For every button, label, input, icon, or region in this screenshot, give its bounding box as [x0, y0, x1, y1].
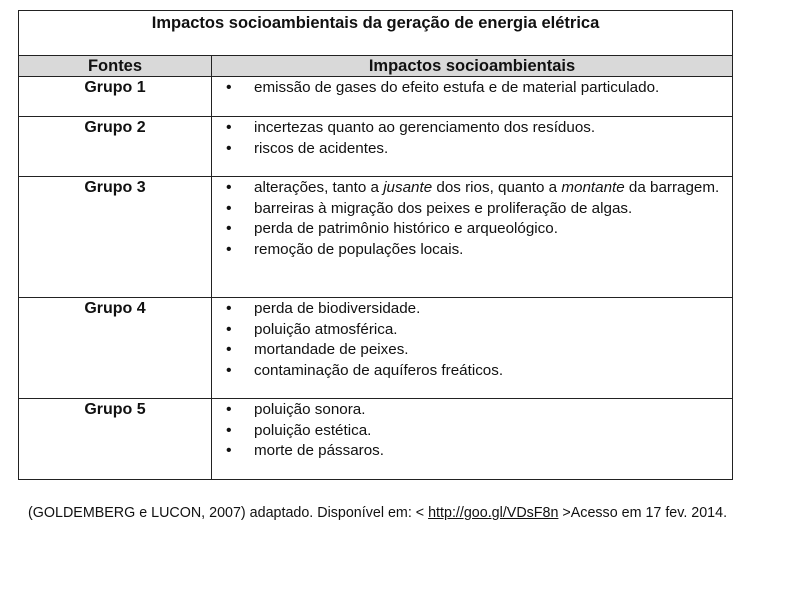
table-row	[19, 77, 733, 117]
group-label: Grupo 4	[19, 298, 212, 399]
source-citation	[28, 505, 768, 522]
impact-list	[212, 77, 732, 99]
impact-list	[212, 399, 732, 462]
text-segment: alterações, tanto a	[254, 179, 384, 196]
impacts-cell	[212, 177, 733, 298]
group-label: Grupo 1	[19, 77, 212, 117]
list-item	[226, 178, 732, 199]
impact-list	[212, 117, 732, 159]
citation-prefix: (GOLDEMBERG e LUCON, 2007) adaptado. Disponível em: <	[28, 505, 429, 521]
header-impacts: Impactos socioambientais	[212, 56, 733, 77]
impact-list	[212, 298, 732, 381]
list-item: • remoção de populações locais.	[226, 240, 732, 261]
citation-suffix: >Acesso em 17 fev. 2014.	[558, 505, 728, 521]
list-item: • contaminação de aquíferos freáticos.	[226, 361, 732, 382]
source-link[interactable]: http://goo.gl/VDsF8n	[428, 505, 559, 521]
table-row	[19, 298, 733, 399]
emphasis-jusante: jusante	[383, 179, 433, 196]
group-label: Grupo 2	[19, 117, 212, 177]
table-title: Impactos socioambientais da geração de energia elétrica	[19, 11, 733, 56]
impacts-cell	[212, 77, 733, 117]
group-label: Grupo 5	[19, 399, 212, 480]
list-item: • perda de patrimônio histórico e arqueológico.	[226, 219, 732, 240]
impacts-cell	[212, 117, 733, 177]
impacts-table	[18, 10, 733, 480]
table-row	[19, 177, 733, 298]
list-item: • riscos de acidentes.	[226, 139, 732, 160]
text-segment: da barragem.	[624, 179, 720, 196]
list-item: • perda de biodiversidade.	[226, 299, 732, 320]
impacts-cell	[212, 298, 733, 399]
emphasis-montante: montante	[561, 179, 625, 196]
table-row	[19, 117, 733, 177]
list-item: • morte de pássaros.	[226, 441, 732, 462]
list-item: • incertezas quanto ao gerenciamento dos resíduos.	[226, 118, 732, 139]
list-item: • poluição atmosférica.	[226, 320, 732, 341]
list-item: • barreiras à migração dos peixes e proliferação de algas.	[226, 199, 732, 220]
header-sources: Fontes	[19, 56, 212, 77]
list-item: • poluição sonora.	[226, 400, 732, 421]
impact-list	[212, 177, 732, 260]
list-item: • emissão de gases do efeito estufa e de material particulado.	[226, 78, 732, 99]
list-item: • poluição estética.	[226, 421, 732, 442]
table-row	[19, 399, 733, 480]
group-label: Grupo 3	[19, 177, 212, 298]
text-segment: dos rios, quanto a	[432, 179, 562, 196]
list-item: • mortandade de peixes.	[226, 340, 732, 361]
impacts-cell	[212, 399, 733, 480]
